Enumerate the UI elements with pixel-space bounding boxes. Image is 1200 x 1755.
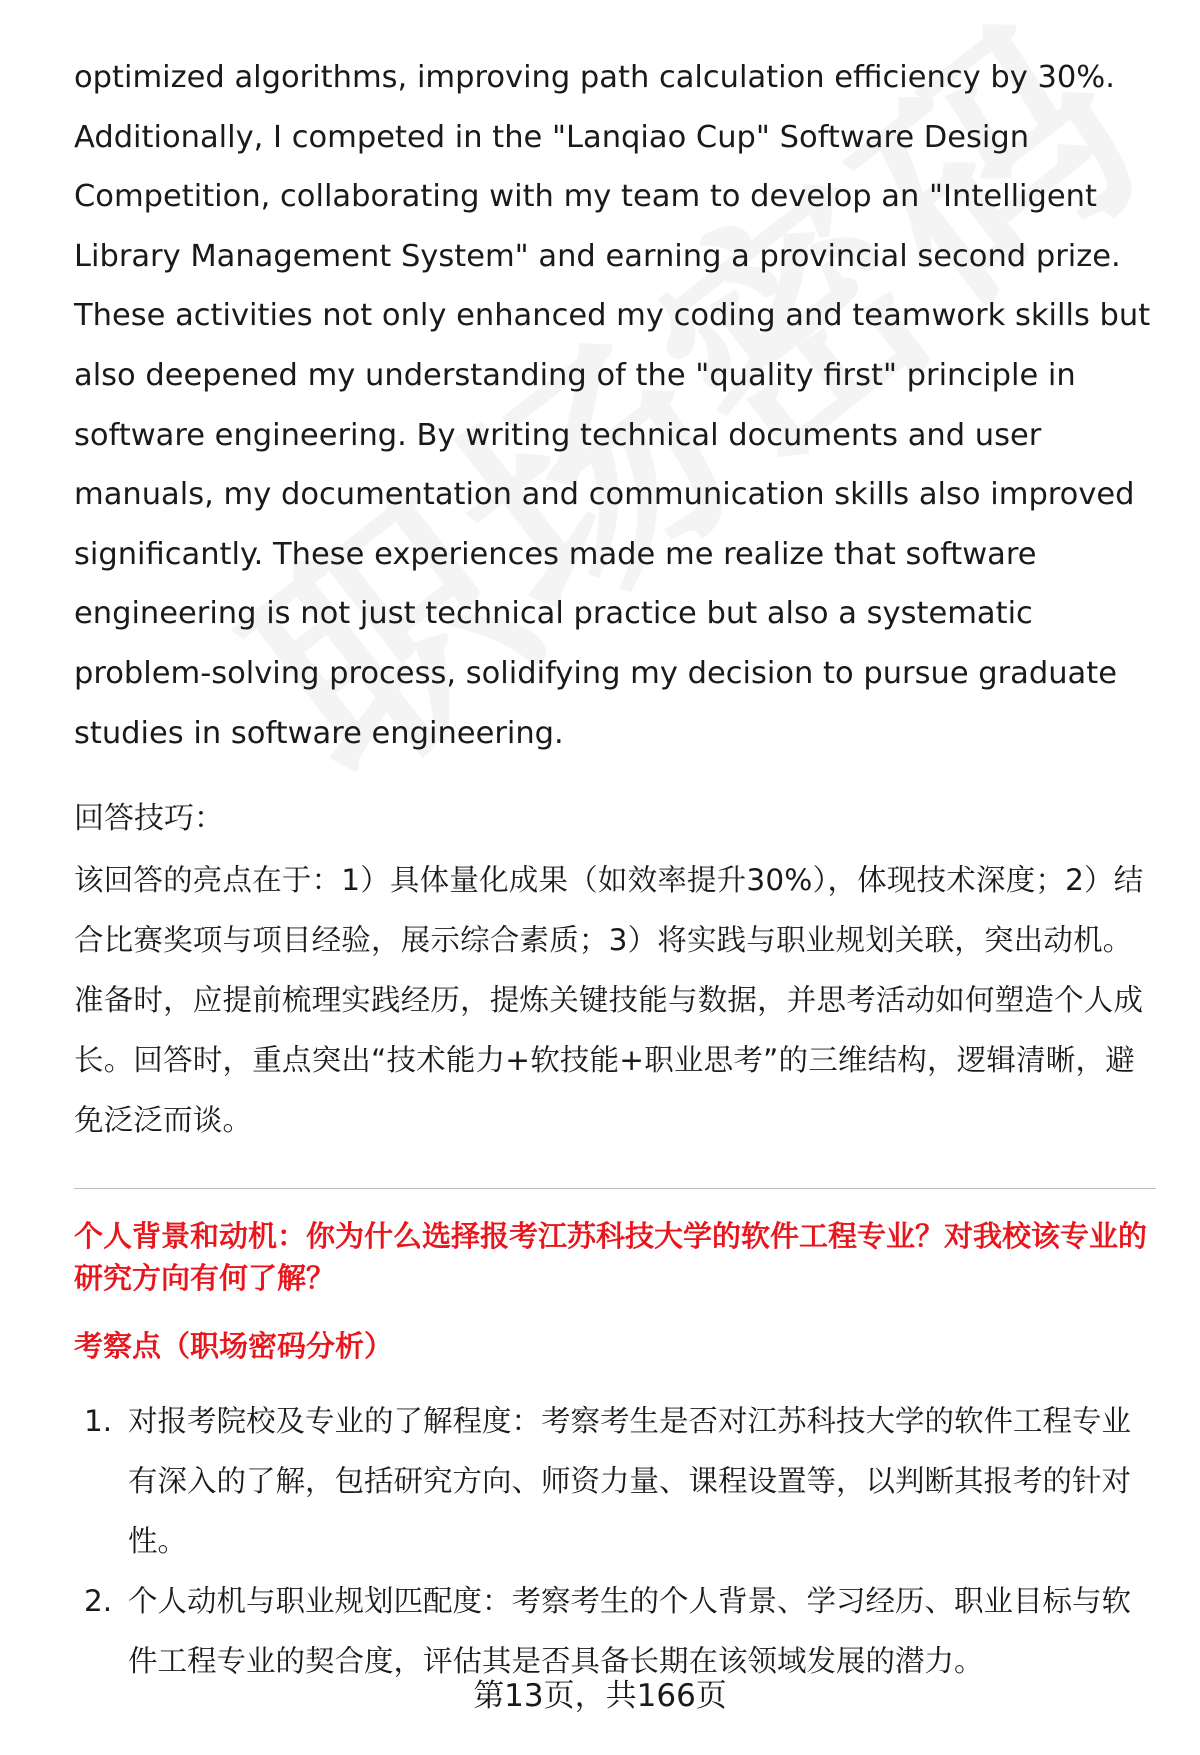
- tips-body: 该回答的亮点在于：1）具体量化成果（如效率提升30%），体现技术深度；2）结合比赛奖项与项目经验，展示综合素质；3）将实践与职业规划关联，突出动机。准备时，应提前梳理实践经历，提炼关键技能与数据，并思考活动如何塑造个人成长。回答时，重点突出“技术能力+软技能+职业思考”的三维结构，逻辑清晰，避免泛泛而谈。: [74, 863, 1144, 1138]
- page-content: [74, 48, 1156, 1691]
- tips-title: 回答技巧：: [74, 801, 224, 837]
- section-divider: [74, 1188, 1156, 1189]
- list-item-number: 2.: [84, 1584, 113, 1619]
- list-item-number: 1.: [84, 1404, 113, 1439]
- analysis-heading: 考察点（职场密码分析）: [74, 1329, 394, 1364]
- analysis-points: [74, 1391, 1156, 1691]
- page-number-footer: 第13页，共166页: [473, 1678, 727, 1714]
- list-item-text: 个人动机与职业规划匹配度：考察考生的个人背景、学习经历、职业目标与软件工程专业的契合度，评估其是否具备长期在该领域发展的潜力。: [128, 1584, 1132, 1679]
- list-item: [74, 1391, 1156, 1571]
- list-item-text: 对报考院校及专业的了解程度：考察考生是否对江苏科技大学的软件工程专业有深入的了解，包括研究方向、师资力量、课程设置等，以判断其报考的针对性。: [128, 1404, 1132, 1559]
- answer-paragraph: optimized algorithms, improving path calculation efficiency by 30%. Additionally, I competed in the "Lanqiao Cup" Software Design Competition, collaborating with my team to develop an "Intelligent Library Management System" and earning a provincial second prize. These activities not only enhanced my coding and teamwork skills but also deepened my understanding of the "quality first" principle in software engineering. By writing technical documents and user manuals, my documentation and communication skills also improved significantly. These experiences made me realize that software engineering is not just technical practice but also a systematic problem-solving process, solidifying my decision to pursue graduate studies in software engineering.: [74, 60, 1151, 751]
- question-heading: 个人背景和动机：你为什么选择报考江苏科技大学的软件工程专业？对我校该专业的研究方向有何了解？: [74, 1219, 1148, 1296]
